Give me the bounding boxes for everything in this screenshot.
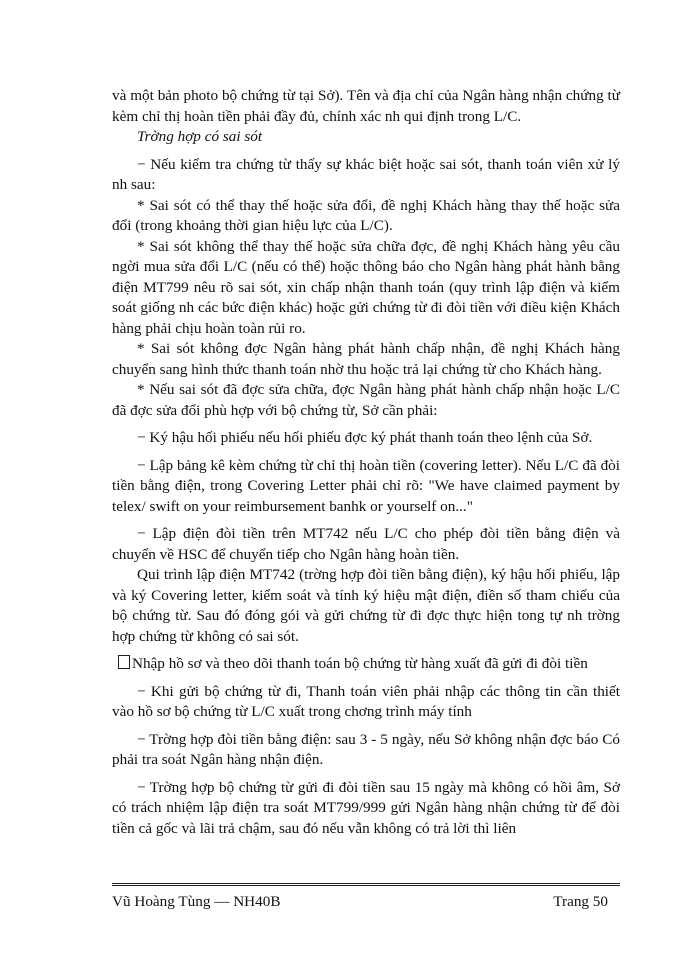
bullet-replaceable-error: * Sai sót có thể thay thế hoặc sửa đổi, đề nghị Khách hàng thay thế hoặc sửa đổi (trong khoảng thời gian hiệu lực của L/C). [112, 196, 620, 234]
paragraph-mt742-process: Qui trình lập điện MT742 (trờng hợp đòi tiền bằng điện), ký hậu hối phiếu, lập và ký Covering letter, kiểm soát và tính ký hiệu mật điện, điền số tham chiếu của bộ chứng từ. Sau đó đóng gói và gửi chứng từ đi đợc thực hiện tong tự nh trờng hợp chứng từ không có sai sót. [112, 566, 620, 645]
footer-author: Vũ Hoàng Tùng — NH40B [112, 893, 281, 910]
paragraph-1: và một bản photo bộ chứng từ tại Sở). Tên và địa chỉ của Ngân hàng nhận chứng từ kèm chỉ thị hoàn tiền phải đầy đủ, chính xác nh qui định trong L/C. [112, 87, 620, 125]
dash-15-days: − Trờng hợp bộ chứng từ gửi đi đòi tiền sau 15 ngày mà không có hồi âm, Sở có trách nhiệm lập điện tra soát MT799/999 gửi Ngân hàng nhận chứng từ để đòi tiền cả gốc và lãi trả chậm, sau đó nếu vẫn không có trả lời thì liên [112, 778, 620, 837]
dash-endorse-draft: − Ký hậu hối phiếu nếu hối phiếu đợc ký phát thanh toán theo lệnh của Sở. [137, 429, 593, 446]
bullet-corrected-error: * Nếu sai sót đã đợc sửa chữa, đợc Ngân hàng phát hành chấp nhận hoặc L/C đã đợc sửa đổi phù hợp với bộ chứng từ, Sở cần phải: [112, 381, 620, 419]
dash-covering-letter: − Lập bảng kê kèm chứng từ chỉ thị hoàn tiền (covering letter). Nếu L/C đã đòi tiền bằng điện, trong Covering Letter phải chỉ rõ: "We have claimed payment by telex/ swift on your reimbursement banhk or yourself on..." [112, 456, 620, 515]
section-heading-errors: Trờng hợp có sai sót [137, 128, 263, 145]
bullet-rejected-error: * Sai sót không đợc Ngân hàng phát hành chấp nhận, đề nghị Khách hàng chuyển sang hình thức thanh toán nhờ thu hoặc trả lại chứng từ cho Khách hàng. [112, 340, 620, 378]
dash-mt742: − Lập điện đòi tiền trên MT742 nếu L/C cho phép đòi tiền bằng điện và chuyển về HSC để chuyển tiếp cho Ngân hàng hoàn tiền. [112, 525, 620, 563]
checkbox-square-icon [118, 655, 130, 669]
document-body [112, 86, 620, 839]
checkbox-heading-text: Nhập hồ sơ và theo dõi thanh toán bộ chứng từ hàng xuất đã gửi đi đòi tiền [132, 655, 588, 672]
paragraph-errors-intro: − Nếu kiểm tra chứng từ thấy sự khác biệt hoặc sai sót, thanh toán viên xử lý nh sau: [112, 155, 620, 193]
checkbox-heading [112, 654, 620, 675]
dash-telex-claim: − Trờng hợp đòi tiền bằng điện: sau 3 - 5 ngày, nếu Sở không nhận đợc báo Có phải tra soát Ngân hàng nhận điện. [112, 730, 620, 768]
dash-record-entry: − Khi gửi bộ chứng từ đi, Thanh toán viên phải nhập các thông tin cần thiết vào hồ sơ bộ chứng từ L/C xuất trong chơng trình máy tính [112, 682, 620, 720]
bullet-unreplaceable-error: * Sai sót không thể thay thế hoặc sửa chữa đợc, đề nghị Khách hàng yêu cầu ngời mua sửa đổi L/C (nếu có thể) hoặc thông báo cho Ngân hàng phát hành bằng điện MT799 nêu rõ sai sót, xin chấp nhận thanh toán (quy trình lập điện và kiểm soát giống nh các bức điện khác) hoặc gửi chứng từ đi đòi tiền với điều kiện Khách hàng phải chịu hoàn toàn rủi ro. [112, 237, 620, 337]
footer-page-number: Trang 50 [553, 893, 608, 910]
footer-double-rule [112, 883, 620, 886]
page-footer [112, 883, 620, 911]
